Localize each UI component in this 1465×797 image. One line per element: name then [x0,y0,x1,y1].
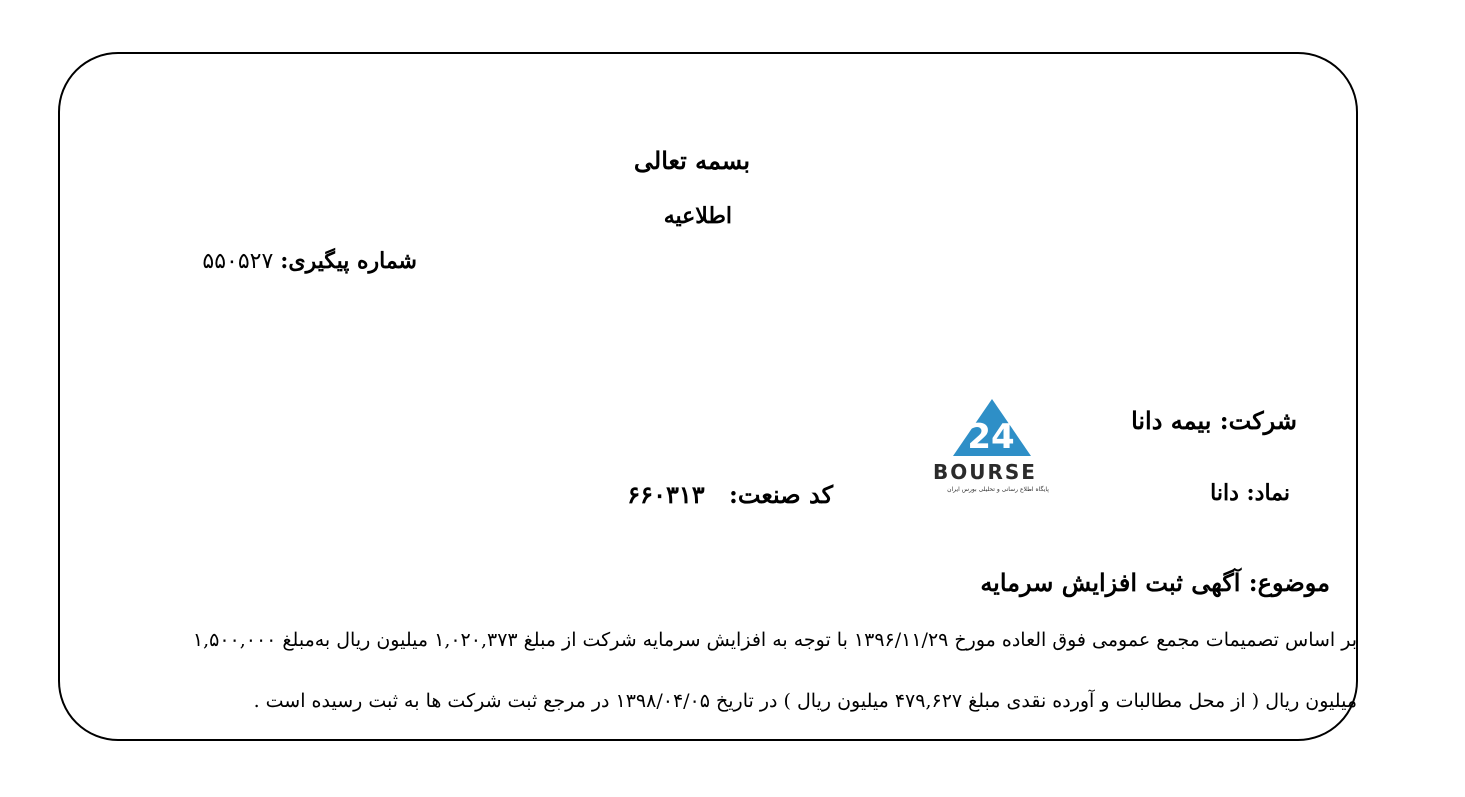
body-line-1: بر اساس تصمیمات مجمع عمومی فوق العاده مورخ ۱۳۹۶/۱۱/۲۹ با توجه به افزایش سرمایه شرکت از مبلغ ۱,۰۲۰,۳۷۳ میلیون ریال به‌مبلغ ۱,۵۰۰,۰۰۰ [192,629,1357,651]
tracking-number [202,248,417,274]
industry-code-label: کد صنعت: [728,480,833,509]
company-symbol: نماد: دانا [1210,480,1290,506]
subject-line: موضوع: آگهی ثبت افزایش سرمایه [980,568,1330,597]
logo-tagline: پایگاه اطلاع رسانی و تحلیلی بورس ایران [947,486,1049,493]
svg-text:24: 24 [967,417,1015,457]
industry-code [627,480,833,509]
tracking-label: شماره پیگیری: [280,248,417,274]
company-name: شرکت: بیمه دانا [1131,406,1297,435]
bourse24-logo [925,396,1065,502]
besmellah-heading: بسمه تعالی [633,146,750,175]
body-line-2: میلیون ریال ( از محل مطالبات و آورده نقدی مبلغ ۴۷۹,۶۲۷ میلیون ریال ) در تاریخ ۱۳۹۸/۰۴/۰۵ در مرجع ثبت شرکت ها به ثبت رسیده است . [253,690,1357,712]
logo-wordmark: BOURSE [933,460,1037,484]
tracking-value: ۵۵۰۵۲۷ [202,249,274,274]
industry-code-value: ۶۶۰۳۱۳ [627,480,705,509]
notice-title: اطلاعیه [663,203,732,229]
